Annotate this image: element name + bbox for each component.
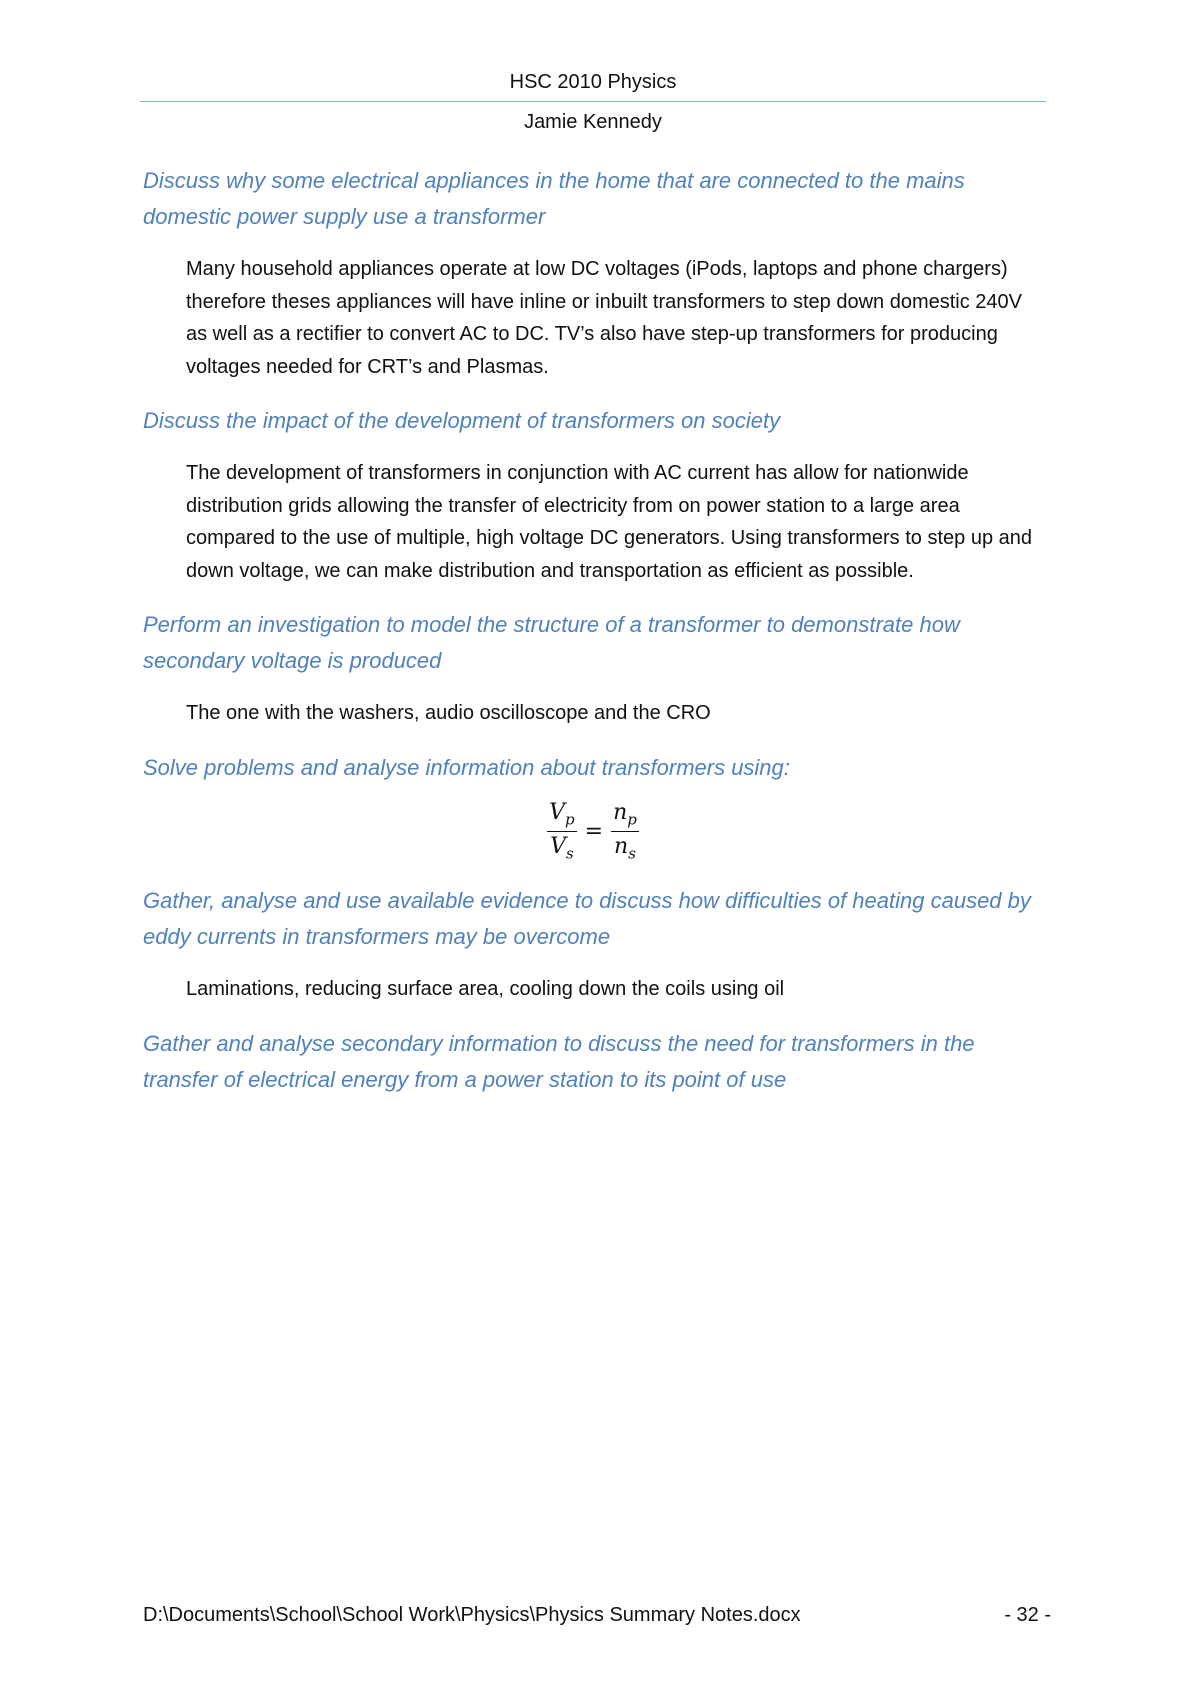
- section-heading-solve-problems: Solve problems and analyse information about transformers using:: [143, 754, 790, 780]
- fraction-bar: [547, 831, 577, 832]
- voltage-ratio: [547, 799, 577, 863]
- header-title: HSC 2010 Physics: [509, 71, 677, 93]
- header-author: Jamie Kennedy: [524, 111, 662, 133]
- section-body-eddy-currents: Laminations, reducing surface area, cooling down the coils using oil: [186, 978, 785, 1001]
- section-body-impact: The development of transformers in conjunction with AC current has allow for nationwide distribution grids allowing the transfer of electricity from on power station to a large area compared to the use of multiple, high voltage DC generators. Using transformers to step up and down voltage, we can make distribution and transportation as efficient as possible.: [186, 462, 1033, 582]
- page-content: [143, 163, 1043, 1116]
- formula-vp: $V_p$: [549, 799, 575, 828]
- section-body-appliances: Many household appliances operate at low DC voltages (iPods, laptops and phone chargers) therefore theses appliances will have inline or inbuilt transformers to step down domestic 240V as well as a rectifier to convert AC to DC. TV’s also have step-up transformers for producing voltages needed for CRT’s and Plasmas.: [186, 258, 1022, 378]
- section-heading-impact: Discuss the impact of the development of transformers on society: [143, 408, 781, 433]
- header-divider: [140, 101, 1046, 102]
- footer-page-number: - 32 -: [1004, 1604, 1051, 1626]
- section-body-investigation: The one with the washers, audio oscilloscope and the CRO: [186, 702, 711, 724]
- page-header: [140, 70, 1046, 135]
- section-heading-eddy-currents: Gather, analyse and use available evidence to discuss how difficulties of heating caused by eddy currents in transformers may be overcome: [143, 888, 1031, 950]
- footer-file-path: D:\Documents\School\School Work\Physics\Physics Summary Notes.docx: [143, 1604, 801, 1626]
- page-footer: [143, 1603, 1051, 1628]
- formula-np: $n_p$: [613, 799, 637, 828]
- section-heading-energy-transfer: Gather and analyse secondary information to discuss the need for transformers in the transfer of electrical energy from a power station to its point of use: [143, 1030, 975, 1092]
- section-heading-investigation: Perform an investigation to model the structure of a transformer to demonstrate how secondary voltage is produced: [143, 612, 960, 673]
- formula-equals: =: [584, 818, 604, 844]
- section-heading-appliances: Discuss why some electrical appliances in the home that are connected to the mains domestic power supply use a transformer: [143, 168, 965, 229]
- transformer-equation: [143, 799, 1043, 863]
- fraction-bar: [611, 831, 639, 832]
- turns-ratio: [611, 799, 639, 863]
- formula-vs: $V_s$: [550, 833, 574, 863]
- formula-ns: $n_s$: [614, 833, 636, 863]
